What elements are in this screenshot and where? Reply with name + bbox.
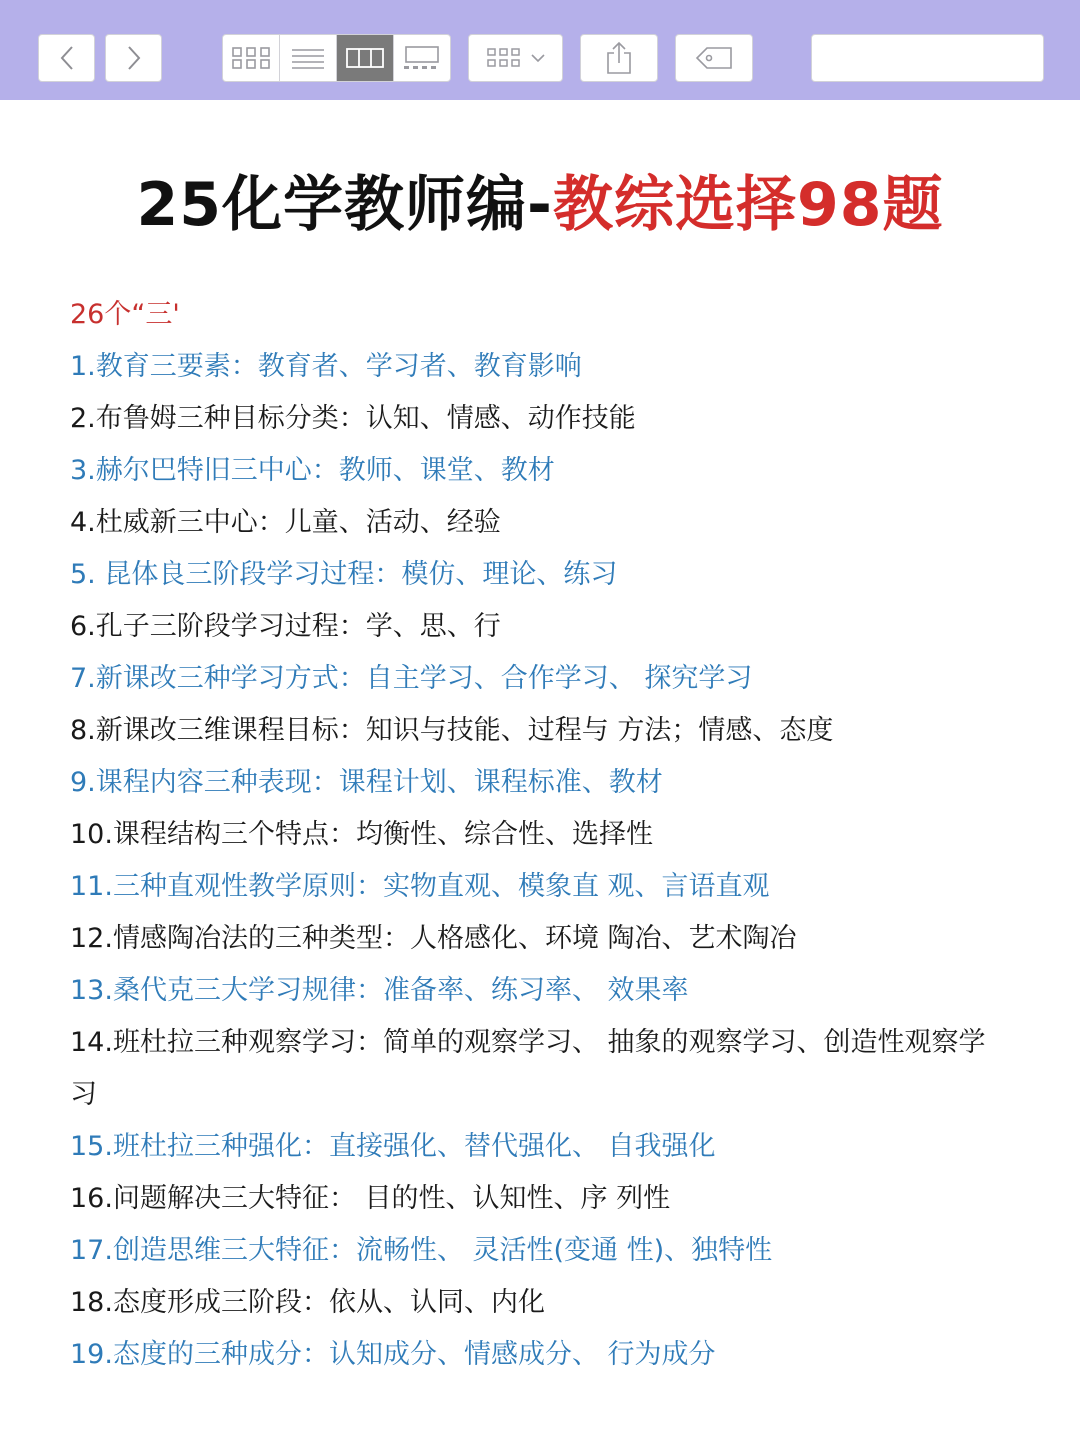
list-item: 14.班杜拉三种观察学习：简单的观察学习、 抽象的观察学习、创造性观察学习 — [70, 1027, 986, 1110]
share-icon — [605, 41, 633, 75]
list-item: 1.教育三要素：教育者、学习者、教育影响 — [70, 351, 582, 382]
list-item: 13.桑代克三大学习规律：准备率、练习率、 效果率 — [70, 975, 689, 1006]
list-item: 9.课程内容三种表现：课程计划、课程标准、教材 — [70, 767, 663, 798]
list-item: 15.班杜拉三种强化：直接强化、替代强化、 自我强化 — [70, 1131, 716, 1162]
gallery-view-icon — [402, 45, 442, 71]
forward-button[interactable] — [105, 34, 162, 82]
document-title — [0, 160, 1080, 250]
list-item: 6.孔子三阶段学习过程：学、思、行 — [70, 611, 501, 642]
tag-button[interactable] — [675, 34, 753, 82]
group-by-button[interactable] — [468, 34, 563, 82]
list-item: 12.情感陶冶法的三种类型：人格感化、环境 陶冶、艺术陶冶 — [70, 923, 797, 954]
grid-view-icon — [231, 46, 271, 70]
list-item: 16.问题解决三大特征： 目的性、认知性、序 列性 — [70, 1183, 671, 1214]
search-field[interactable] — [811, 34, 1044, 82]
group-by-icon — [486, 47, 522, 69]
toolbar — [0, 0, 1080, 100]
list-item: 18.态度形成三阶段：依从、认同、内化 — [70, 1287, 545, 1318]
title-black-part: 25化学教师编- — [136, 170, 553, 240]
list-item: 3.赫尔巴特旧三中心：教师、课堂、教材 — [70, 455, 555, 486]
column-view-icon — [345, 47, 385, 69]
document-body — [70, 289, 1010, 1381]
list-item: 8.新课改三维课程目标：知识与技能、过程与 方法；情感、态度 — [70, 715, 834, 746]
chevron-right-icon — [126, 44, 142, 72]
title-red-part: 教综选择98题 — [552, 170, 944, 240]
list-item: 11.三种直观性教学原则：实物直观、模象直 观、言语直观 — [70, 871, 770, 902]
list-item: 10.课程结构三个特点：均衡性、综合性、选择性 — [70, 819, 653, 850]
tag-icon — [695, 46, 733, 70]
list-item: 5. 昆体良三阶段学习过程：模仿、理论、练习 — [70, 559, 618, 590]
list-item: 17.创造思维三大特征：流畅性、 灵活性(变通 性)、独特性 — [70, 1235, 773, 1266]
column-view-button[interactable] — [337, 35, 394, 81]
gallery-view-button[interactable] — [394, 35, 450, 81]
search-input[interactable] — [832, 35, 1057, 81]
chevron-down-icon — [530, 53, 546, 63]
view-mode-switcher — [222, 34, 451, 82]
grid-view-button[interactable] — [223, 35, 280, 81]
share-button[interactable] — [580, 34, 658, 82]
chevron-left-icon — [59, 44, 75, 72]
section-subheading: 26个“三' — [70, 299, 180, 330]
back-button[interactable] — [38, 34, 95, 82]
list-view-button[interactable] — [280, 35, 337, 81]
list-item: 7.新课改三种学习方式：自主学习、合作学习、 探究学习 — [70, 663, 753, 694]
list-item: 2.布鲁姆三种目标分类：认知、情感、动作技能 — [70, 403, 636, 434]
list-view-icon — [291, 46, 325, 70]
list-item: 19.态度的三种成分：认知成分、情感成分、 行为成分 — [70, 1339, 716, 1370]
list-item: 4.杜威新三中心：儿童、活动、经验 — [70, 507, 501, 538]
